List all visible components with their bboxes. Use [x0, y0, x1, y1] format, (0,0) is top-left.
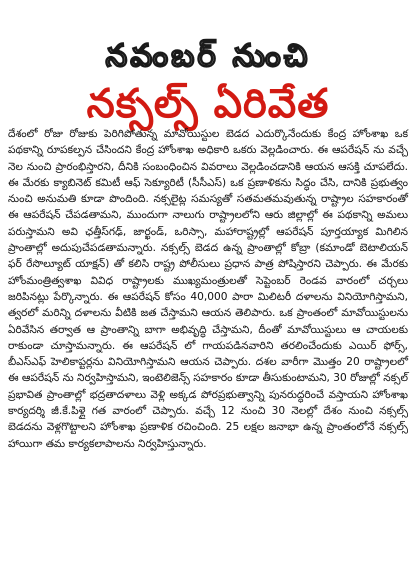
article-body: దేశంలో రోజు రోజుకు పెరిగిపోతున్న మావోయిస్టుల బెడద ఎదుర్కొనేందుకు కేంద్ర హోంశాఖ ఒక పథకాన్ని రూపకల్పన చేసిందని కేంద్ర హోంశాఖ అధికారి ఒకరు వెల్లడించారు. ఈ ఆపరేషన్ ను వచ్చే నెల నుంచి ప్రారంభిస్తారని, దీనికి సంబంధించిన వివరాలు వెల్లడించడానికి ఆయన ఆసక్తి చూపలేదు. ఈ మేరకు క్యాబినెట్ కమిటీ ఆఫ్ సెక్యూరిటీ (సీసీఎస్) ఒక ప్రణాళికను సిద్ధం చేసి, దానికి ప్రభుత్వం నుంచి అనుమతి కూడా పొందింది. నక్సలైట్ల సమస్యతో సతమతమవుతున్న రాష్ట్రాల సహకారంతో ఈ ఆపరేషన్ చేపడతామని, ముందుగా నాలుగు రాష్ట్రాలలోని ఆరు జిల్లాల్లో ఈ పథకాన్ని అమలు పరుస్తామని అవి ఛత్తీస్‌గఢ్, జార్ఖండ్, ఒరిస్సా, మహారాష్ట్రల్లో ఆపరేషన్ పూర్తయ్యాక మిగిలిన ప్రాంతాల్లో అదుపుచేపడతామన్నారు. నక్సల్స్ బెడద ఉన్న ప్రాంతాల్లో కోబ్రా (కమాండో బెటాలియన్ ఫర్ రేసొల్యూట్ యాక్షన్) తో కలిసి రాష్ట్ర పోలీసులు ప్రధాన పాత్ర పోషిస్తారని చెప్పారు. ఈ మేరకు హోంమంత్రిత్వశాఖ వివిధ రాష్ట్రాలకు ముఖ్యమంత్రులతో సెప్టెంబర్ రెండవ వారంలో చర్చలు జరిపినట్లు పేర్కొన్నారు. ఈ ఆపరేషన్ కోసం 40,000 పారా మిలిటరీ దళాలను వినియోగిస్తామని, త్వరలో మరిన్ని దళాలను వీటికి జత చేస్తామని ఆయన తెలిపారు. ఒక ప్రాంతంలో మావోయిస్టులను ఏరివేసిన తర్వాత ఆ ప్రాంతాన్ని బాగా అభివృద్ధి చేస్తామని, దీంతో మావోయిస్టులు ఆ చాయలకు రాకుండా చూస్తామన్నారు. ఈ ఆపరేషన్ లో గాయపడినవారిని తరలించేందుకు ఎయిర్ ఫోర్స్, బీఎస్ఎఫ్ హెలికాప్టర్లను వినియోగిస్తామని ఆయన చెప్పారు. దశల వారీగా మొత్తం 20 రాష్ట్రాలలో ఈ ఆపరేషన్ ను నిర్వహిస్తామని, ఇంటెలిజెన్స్ సహకారం కూడా తీసుకుంటామని, 30 రోజుల్లో నక్సల్ ప్రభావిత ప్రాంతాల్లో భద్రతాదళాలు వెళ్లి అక్కడ పోరప్రభుత్వాన్ని పునరుద్ధరించే వస్తాయని హోంశాఖ కార్యదర్శి జీ.కే.పిళ్లై గత వారంలో చెప్పారు. వచ్చే 12 నుంచి 30 నెలల్లో దేశం నుంచి నక్సల్స్ బెడదను వెళ్లగొట్టాలని హోంశాఖ ప్రణాళిక రచించింది. 25 లక్షల జనాభా ఉన్న ప్రాంతంలోనే నక్సల్స్ హాయిగా తమ కార్యకలాపాలను నిర్వహిస్తున్నారు. — [8, 128, 408, 450]
headline-line-2: నక్సల్స్ ఏరివేత — [86, 81, 330, 127]
headline-line-1: నవంబర్ నుంచి — [105, 38, 311, 74]
